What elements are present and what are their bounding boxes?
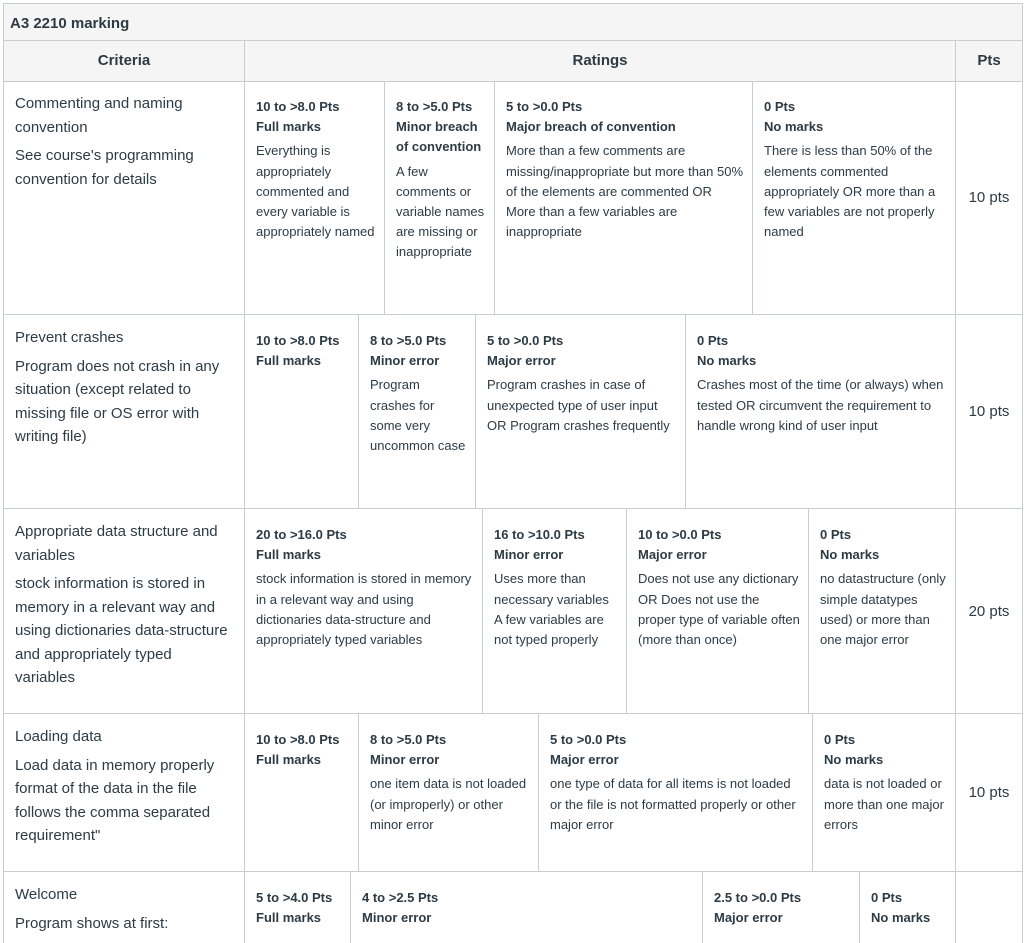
criterion-description: Program shows at first:: [15, 914, 169, 932]
criterion-description: See course's programming convention for details: [15, 147, 194, 188]
rating-title: Minor error: [362, 910, 432, 926]
rating-major: [539, 714, 813, 871]
rating-no-marks: [813, 714, 956, 871]
rating-description: More than a few comments are missing/inappropriate but more than 50% of the elements are commented OR More than a few variables are inappropriate: [506, 143, 744, 240]
rating-full-marks: [245, 315, 359, 508]
rating-title: Minor error: [370, 752, 440, 768]
rating-description: stock information is stored in memory in a relevant way and using dictionaries data-structure and appropriately typed variables: [256, 571, 472, 648]
rating-title: Major error: [487, 353, 556, 369]
rating-minor: [359, 714, 539, 871]
rubric-table: [3, 3, 1023, 943]
rating-title: Full marks: [256, 353, 322, 369]
ratings-cell: [245, 81, 956, 314]
rating-description: A few comments or variable names are missing or inappropriate: [396, 163, 485, 260]
criterion-title: Commenting and naming convention: [15, 95, 183, 136]
rating-points: 0 Pts: [871, 890, 903, 905]
rating-no-marks: [860, 872, 956, 943]
rating-minor: [483, 509, 627, 713]
criterion-points: 10 pts: [968, 189, 1010, 206]
rating-title: Major error: [714, 910, 783, 926]
criterion-title: Loading data: [15, 728, 102, 745]
header-pts: Pts: [977, 52, 1001, 69]
rating-description: one type of data for all items is not loaded or the file is not formatted properly or other major error: [550, 776, 796, 832]
rating-title: Minor error: [370, 353, 440, 369]
rating-points: 16 to >10.0 Pts: [494, 527, 585, 542]
rating-points: 8 to >5.0 Pts: [370, 732, 447, 747]
rating-full-marks: [245, 81, 385, 314]
rating-title: No marks: [764, 119, 824, 135]
criterion-title: Appropriate data structure and variables: [15, 523, 218, 564]
rating-title: Major error: [550, 752, 619, 768]
rating-description: Uses more than necessary variables A few variables are not typed properly: [494, 571, 609, 648]
rating-title: No marks: [871, 910, 931, 926]
rating-no-marks: [753, 81, 956, 314]
rating-full-marks: [245, 714, 359, 871]
criterion-title: Welcome: [15, 886, 78, 903]
rating-major: [703, 872, 860, 943]
rating-points: 10 to >8.0 Pts: [256, 732, 340, 747]
criterion-description: stock information is stored in memory in a relevant way and using dictionaries data-structure and appropriately typed variables: [15, 575, 228, 686]
table-header: [4, 41, 1022, 82]
criterion-row-prevent-crashes: [4, 315, 1022, 509]
ratings-cell: [245, 509, 956, 713]
rating-minor: [385, 81, 495, 314]
rating-no-marks: [809, 509, 956, 713]
rating-points: 0 Pts: [824, 732, 856, 747]
rating-description: data is not loaded or more than one major errors: [824, 776, 944, 832]
rating-points: 20 to >16.0 Pts: [256, 527, 347, 542]
criterion-points: [956, 872, 1022, 943]
rating-description: There is less than 50% of the elements commented appropriately OR more than a few variables are not properly named: [764, 143, 936, 240]
rating-title: Full marks: [256, 910, 322, 926]
rating-points: 10 to >0.0 Pts: [638, 527, 722, 542]
rating-title: Major error: [638, 547, 707, 563]
ratings-cell: [245, 872, 956, 943]
rating-major: [495, 81, 753, 314]
criterion-cell: [4, 315, 245, 508]
criterion-row-commenting: [4, 81, 1022, 315]
rating-description: one item data is not loaded (or improperly) or other minor error: [370, 776, 527, 832]
criterion-description: Program does not crash in any situation (except related to missing file or OS error with writing file): [15, 357, 220, 445]
rating-points: 10 to >8.0 Pts: [256, 99, 340, 114]
rating-minor: [351, 872, 703, 943]
rating-title: No marks: [697, 353, 757, 369]
criterion-row-welcome: [4, 872, 1022, 943]
rating-title: Minor error: [494, 547, 564, 563]
rating-description: Everything is appropriately commented and every variable is appropriately named: [256, 143, 375, 240]
rating-title: Full marks: [256, 547, 322, 563]
rating-title: No marks: [820, 547, 880, 563]
header-ratings: Ratings: [245, 41, 956, 81]
criterion-cell: [4, 81, 245, 314]
rating-points: 0 Pts: [764, 99, 796, 114]
rating-points: 0 Pts: [697, 333, 729, 348]
rating-title: Major breach of convention: [506, 119, 676, 135]
criterion-description: Load data in memory properly format of the data in the file follows the comma separated requirement": [15, 756, 215, 844]
criterion-title: Prevent crashes: [15, 329, 124, 346]
rating-points: 5 to >0.0 Pts: [487, 333, 564, 348]
rating-title: Full marks: [256, 119, 322, 135]
criterion-cell: [4, 872, 245, 943]
rating-points: 5 to >4.0 Pts: [256, 890, 333, 905]
rating-title: Minor breach of convention: [396, 119, 482, 155]
rating-description: Does not use any dictionary OR Does not use the proper type of variable often (more than once): [638, 571, 800, 648]
ratings-cell: [245, 315, 956, 508]
rating-description: Program crashes for some very uncommon case: [370, 377, 466, 454]
rating-full-marks: [245, 509, 483, 713]
rating-title: No marks: [824, 752, 884, 768]
rating-major: [627, 509, 809, 713]
header-criteria: Criteria: [4, 41, 245, 81]
rating-major: [476, 315, 686, 508]
criterion-points: 10 pts: [968, 784, 1010, 801]
criterion-row-data-structure: [4, 509, 1022, 714]
rating-points: 4 to >2.5 Pts: [362, 890, 439, 905]
rating-description: Crashes most of the time (or always) when tested OR circumvent the requirement to handle wrong kind of user input: [697, 377, 944, 433]
criterion-cell: [4, 714, 245, 871]
criterion-points: 10 pts: [968, 403, 1010, 420]
rating-minor: [359, 315, 476, 508]
criterion-cell: [4, 509, 245, 713]
rating-points: 2.5 to >0.0 Pts: [714, 890, 802, 905]
rating-points: 8 to >5.0 Pts: [396, 99, 473, 114]
rating-full-marks: [245, 872, 351, 943]
rating-title: Full marks: [256, 752, 322, 768]
rating-no-marks: [686, 315, 956, 508]
rating-description: no datastructure (only simple datatypes used) or more than one major error: [820, 571, 946, 648]
ratings-cell: [245, 714, 956, 871]
rating-points: 5 to >0.0 Pts: [506, 99, 583, 114]
rubric-caption: A3 2210 marking: [4, 4, 1022, 41]
rating-points: 0 Pts: [820, 527, 852, 542]
criterion-points: 20 pts: [968, 602, 1010, 620]
rating-points: 8 to >5.0 Pts: [370, 333, 447, 348]
criterion-row-loading-data: [4, 714, 1022, 872]
rating-description: Program crashes in case of unexpected type of user input OR Program crashes frequently: [487, 377, 670, 433]
rating-points: 10 to >8.0 Pts: [256, 333, 340, 348]
rating-points: 5 to >0.0 Pts: [550, 732, 627, 747]
